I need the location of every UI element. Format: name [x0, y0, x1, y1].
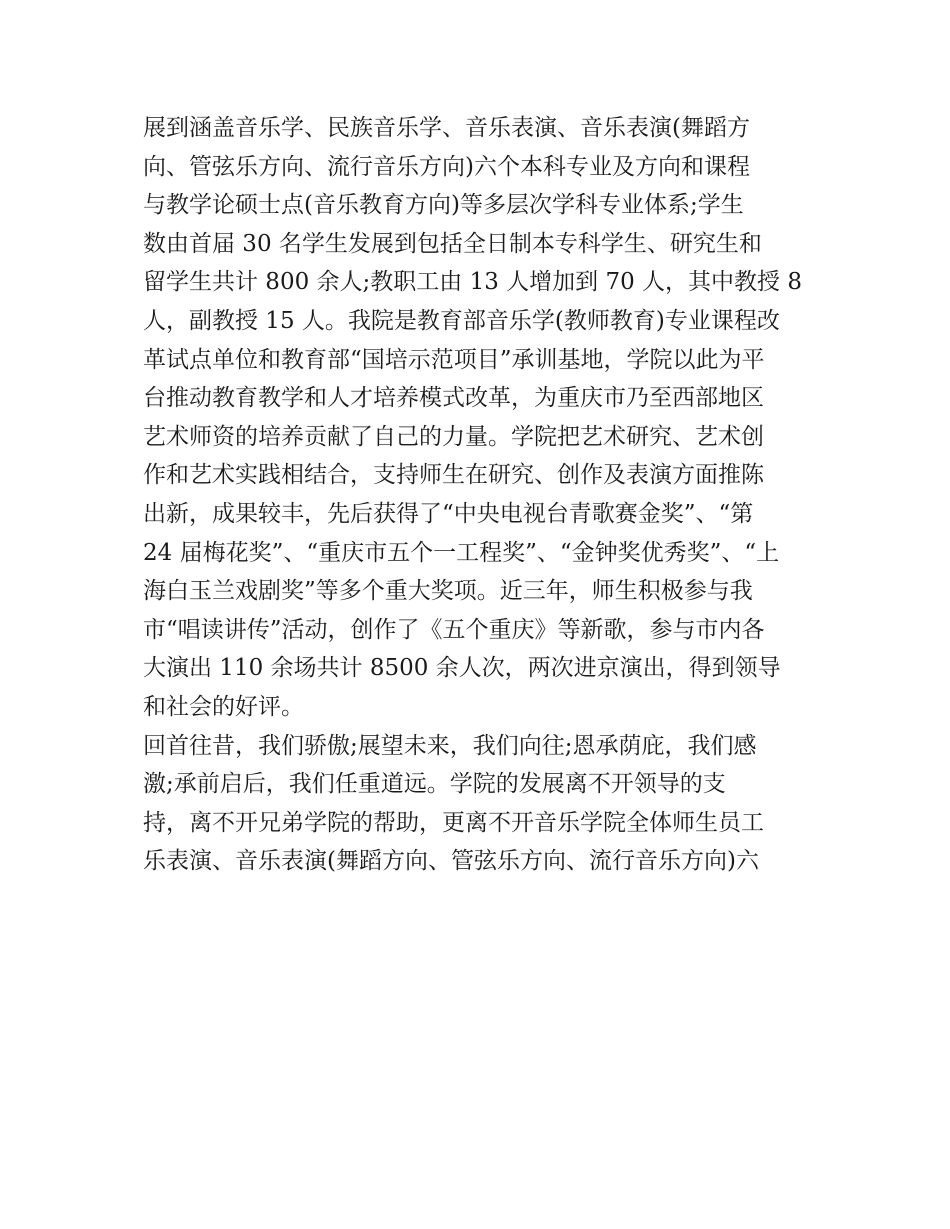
text-line: 大演出 110 余场共计 8500 余人次，两次进京演出，得到领导: [143, 655, 781, 682]
text-line: 激;承前启后，我们任重道远。学院的发展离不开领导的支: [143, 771, 726, 798]
text-line: 乐表演、音乐表演(舞蹈方向、管弦乐方向、流行音乐方向)六: [143, 848, 759, 875]
text-line: 24 届梅花奖”、“重庆市五个一工程奖”、“金钟奖优秀奖”、“上: [143, 539, 780, 566]
body-text: [143, 109, 823, 881]
text-line: 海白玉兰戏剧奖”等多个重大奖项。近三年，师生积极参与我: [143, 578, 753, 605]
text-line: 出新，成果较丰，先后获得了“中央电视台青歌赛金奖”、“第: [143, 500, 754, 527]
text-line: 人，副教授 15 人。我院是教育部音乐学(教师教育)专业课程改: [143, 307, 780, 334]
text-line: 市“唱读讲传”活动，创作了《五个重庆》等新歌，参与市内各: [143, 616, 765, 643]
text-line: 向、管弦乐方向、流行音乐方向)六个本科专业及方向和课程: [143, 153, 750, 180]
text-line: 数由首届 30 名学生发展到包括全日制本专科学生、研究生和: [143, 230, 762, 257]
text-line: 作和艺术实践相结合，支持师生在研究、创作及表演方面推陈: [143, 462, 764, 489]
text-line: 与教学论硕士点(音乐教育方向)等多层次学科专业体系;学生: [143, 192, 744, 219]
text-line: 和社会的好评。: [143, 693, 304, 720]
text-line: 展到涵盖音乐学、民族音乐学、音乐表演、音乐表演(舞蹈方: [143, 115, 750, 141]
text-line: 台推动教育教学和人才培养模式改革，为重庆市乃至西部地区: [143, 385, 764, 412]
text-line: 回首往昔，我们骄傲;展望未来，我们向往;恩承荫庇，我们感: [143, 732, 757, 759]
text-line: 艺术师资的培养贡献了自己的力量。学院把艺术研究、艺术创: [143, 423, 764, 450]
text-line: 持，离不开兄弟学院的帮助，更离不开音乐学院全体师生员工: [143, 809, 764, 836]
text-line: 留学生共计 800 余人;教职工由 13 人增加到 70 人，其中教授 8: [143, 269, 802, 296]
text-line: 革试点单位和教育部“国培示范项目”承训基地，学院以此为平: [143, 346, 765, 373]
